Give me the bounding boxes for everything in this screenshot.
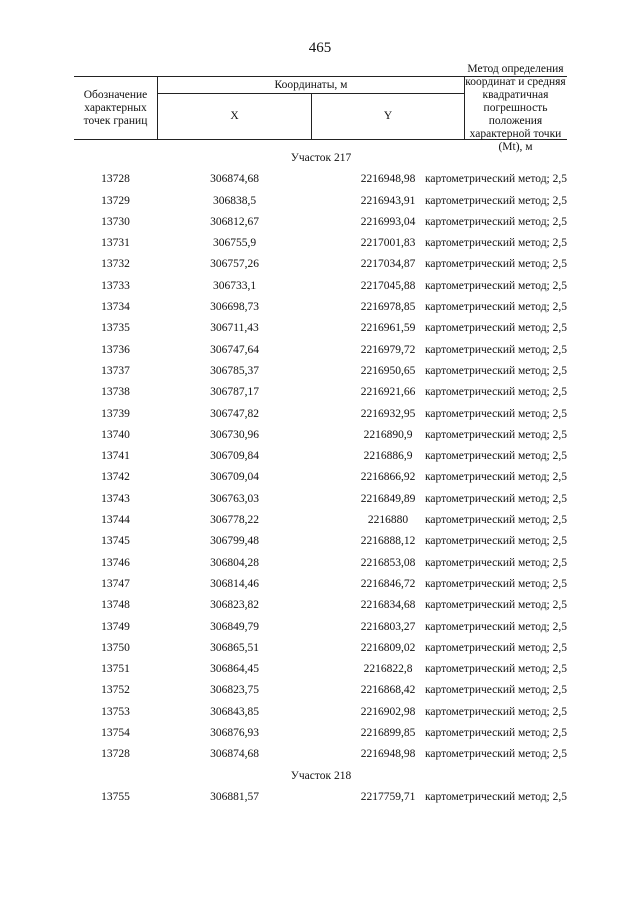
- table-row: [74, 425, 567, 446]
- point-id-cell: 13734: [101, 301, 130, 314]
- y-coordinate-cell: 2216803,27: [360, 620, 416, 633]
- point-id-cell: 13748: [101, 599, 130, 612]
- method-cell: картометрический метод; 2,5: [425, 684, 567, 697]
- point-id-cell: 13747: [101, 577, 130, 590]
- table-row: [74, 276, 567, 297]
- y-coordinate-cell: 2217001,83: [360, 237, 416, 250]
- point-id-cell: 13740: [101, 428, 130, 441]
- page-number: 465: [308, 40, 332, 56]
- y-coordinate-cell: 2216899,85: [360, 727, 416, 740]
- point-id-cell: 13744: [101, 514, 130, 527]
- table-row: [74, 254, 567, 275]
- header-method: Метод определения координат и средняя квадратичная погрешность положения характерной точки (Mt), м: [465, 62, 566, 153]
- method-cell: картометрический метод; 2,5: [425, 194, 567, 207]
- y-coordinate-cell: 2216961,59: [360, 322, 416, 335]
- point-id-cell: 13739: [101, 407, 130, 420]
- x-coordinate-cell: 306823,82: [210, 599, 259, 612]
- table-row: [74, 169, 567, 190]
- x-coordinate-cell: 306733,1: [212, 279, 257, 292]
- y-coordinate-cell: 2216834,68: [360, 599, 416, 612]
- point-id-cell: 13737: [101, 364, 130, 377]
- table-row: [74, 680, 567, 701]
- method-cell: картометрический метод; 2,5: [425, 428, 567, 441]
- table-row: [74, 404, 567, 425]
- table-row: [74, 659, 567, 680]
- x-coordinate-cell: 306864,45: [210, 663, 259, 676]
- method-cell: картометрический метод; 2,5: [425, 599, 567, 612]
- x-coordinate-cell: 306757,26: [210, 258, 259, 271]
- point-id-cell: 13745: [101, 535, 130, 548]
- x-coordinate-cell: 306865,51: [210, 641, 259, 654]
- x-coordinate-cell: 306814,46: [210, 577, 259, 590]
- x-coordinate-cell: 306698,73: [210, 301, 259, 314]
- table-row: [74, 510, 567, 531]
- table-row: [74, 553, 567, 574]
- x-coordinate-cell: 306730,96: [210, 428, 259, 441]
- method-cell: картометрический метод; 2,5: [425, 471, 567, 484]
- table-row: [74, 787, 567, 808]
- method-cell: картометрический метод; 2,5: [425, 322, 567, 335]
- x-coordinate-cell: 306711,43: [210, 322, 259, 335]
- header-coordinates: Координаты, м: [158, 77, 464, 94]
- x-coordinate-cell: 306747,82: [210, 407, 259, 420]
- method-cell: картометрический метод; 2,5: [425, 790, 567, 803]
- table-row: [74, 702, 567, 723]
- y-coordinate-cell: 2216948,98: [360, 173, 416, 186]
- x-coordinate-cell: 306799,48: [210, 535, 259, 548]
- y-coordinate-cell: 2216880: [367, 514, 409, 527]
- table-row: [74, 638, 567, 659]
- method-cell: картометрический метод; 2,5: [425, 492, 567, 505]
- point-id-cell: 13735: [101, 322, 130, 335]
- x-coordinate-cell: 306763,03: [210, 492, 259, 505]
- header-y: Y: [383, 110, 393, 122]
- x-coordinate-cell: 306804,28: [210, 556, 259, 569]
- method-cell: картометрический метод; 2,5: [425, 450, 567, 463]
- method-cell: картометрический метод; 2,5: [425, 258, 567, 271]
- table-row: [74, 723, 567, 744]
- y-coordinate-cell: 2216890,9: [363, 428, 413, 441]
- method-cell: картометрический метод; 2,5: [425, 514, 567, 527]
- y-coordinate-cell: 2216950,65: [360, 364, 416, 377]
- table-row: [74, 318, 567, 339]
- point-id-cell: 13749: [101, 620, 130, 633]
- point-id-cell: 13742: [101, 471, 130, 484]
- method-cell: картометрический метод; 2,5: [425, 407, 567, 420]
- x-coordinate-cell: 306843,85: [210, 705, 259, 718]
- table-row: [74, 617, 567, 638]
- table-body: [74, 148, 567, 808]
- method-cell: картометрический метод; 2,5: [425, 663, 567, 676]
- method-cell: картометрический метод; 2,5: [425, 577, 567, 590]
- point-id-cell: 13746: [101, 556, 130, 569]
- x-coordinate-cell: 306881,57: [210, 790, 259, 803]
- table-header: [74, 62, 567, 153]
- y-coordinate-cell: 2216978,85: [360, 301, 416, 314]
- x-coordinate-cell: 306838,5: [212, 194, 257, 207]
- method-cell: картометрический метод; 2,5: [425, 556, 567, 569]
- point-id-cell: 13754: [101, 727, 130, 740]
- x-coordinate-cell: 306812,67: [210, 215, 259, 228]
- method-cell: картометрический метод; 2,5: [425, 343, 567, 356]
- method-cell: картометрический метод; 2,5: [425, 748, 567, 761]
- y-coordinate-cell: 2216886,9: [363, 450, 413, 463]
- y-coordinate-cell: 2216822,8: [363, 663, 413, 676]
- y-coordinate-cell: 2216868,42: [360, 684, 416, 697]
- method-cell: картометрический метод; 2,5: [425, 279, 567, 292]
- point-id-cell: 13728: [101, 173, 130, 186]
- table-row: [74, 297, 567, 318]
- y-coordinate-cell: 2216888,12: [360, 535, 416, 548]
- y-coordinate-cell: 2216932,95: [360, 407, 416, 420]
- x-coordinate-cell: 306709,84: [210, 450, 259, 463]
- y-coordinate-cell: 2217759,71: [360, 790, 416, 803]
- table-row: [74, 574, 567, 595]
- table-row: [74, 467, 567, 488]
- x-coordinate-cell: 306778,22: [210, 514, 259, 527]
- y-coordinate-cell: 2216849,89: [360, 492, 416, 505]
- x-coordinate-cell: 306785,37: [210, 364, 259, 377]
- table-row: [74, 191, 567, 212]
- point-id-cell: 13741: [101, 450, 130, 463]
- y-coordinate-cell: 2217034,87: [360, 258, 416, 271]
- point-id-cell: 13752: [101, 684, 130, 697]
- point-id-cell: 13755: [101, 790, 130, 803]
- table-row: [74, 446, 567, 467]
- x-coordinate-cell: 306709,04: [210, 471, 259, 484]
- x-coordinate-cell: 306874,68: [210, 748, 259, 761]
- point-id-cell: 13731: [101, 237, 130, 250]
- x-coordinate-cell: 306876,93: [210, 727, 259, 740]
- x-coordinate-cell: 306787,17: [210, 386, 259, 399]
- method-cell: картометрический метод; 2,5: [425, 364, 567, 377]
- method-cell: картометрический метод; 2,5: [425, 641, 567, 654]
- method-cell: картометрический метод; 2,5: [425, 215, 567, 228]
- header-coordinates-group: [157, 77, 465, 139]
- table-row: [74, 233, 567, 254]
- point-id-cell: 13750: [101, 641, 130, 654]
- point-id-cell: 13728: [101, 748, 130, 761]
- section-title: Участок 218: [290, 769, 352, 782]
- header-designation: Обозначение характерных точек границ: [83, 88, 148, 127]
- point-id-cell: 13743: [101, 492, 130, 505]
- method-cell: картометрический метод; 2,5: [425, 705, 567, 718]
- y-coordinate-cell: 2216853,08: [360, 556, 416, 569]
- table-row: [74, 595, 567, 616]
- y-coordinate-cell: 2216943,91: [360, 194, 416, 207]
- point-id-cell: 13738: [101, 386, 130, 399]
- table-row: [74, 382, 567, 403]
- section-title: Участок 217: [290, 152, 352, 164]
- x-coordinate-cell: 306849,79: [210, 620, 259, 633]
- y-coordinate-cell: 2216866,92: [360, 471, 416, 484]
- point-id-cell: 13751: [101, 663, 130, 676]
- point-id-cell: 13733: [101, 279, 130, 292]
- method-cell: картометрический метод; 2,5: [425, 301, 567, 314]
- table-row: [74, 531, 567, 552]
- method-cell: картометрический метод; 2,5: [425, 386, 567, 399]
- y-coordinate-cell: 2216846,72: [360, 577, 416, 590]
- y-coordinate-cell: 2216993,04: [360, 215, 416, 228]
- table-row: [74, 744, 567, 765]
- x-coordinate-cell: 306874,68: [210, 173, 259, 186]
- x-coordinate-cell: 306747,64: [210, 343, 259, 356]
- method-cell: картометрический метод; 2,5: [425, 535, 567, 548]
- header-x: X: [158, 94, 312, 139]
- method-cell: картометрический метод; 2,5: [425, 173, 567, 186]
- point-id-cell: 13732: [101, 258, 130, 271]
- table-row: [74, 489, 567, 510]
- method-cell: картометрический метод; 2,5: [425, 620, 567, 633]
- y-coordinate-cell: 2216921,66: [360, 386, 416, 399]
- table-row: [74, 340, 567, 361]
- point-id-cell: 13729: [101, 194, 130, 207]
- y-coordinate-cell: 2217045,88: [360, 279, 416, 292]
- table-row: [74, 361, 567, 382]
- method-cell: картометрический метод; 2,5: [425, 727, 567, 740]
- y-coordinate-cell: 2216902,98: [360, 705, 416, 718]
- y-coordinate-cell: 2216948,98: [360, 748, 416, 761]
- x-coordinate-cell: 306823,75: [210, 684, 259, 697]
- x-coordinate-cell: 306755,9: [212, 237, 257, 250]
- method-cell: картометрический метод; 2,5: [425, 237, 567, 250]
- point-id-cell: 13730: [101, 215, 130, 228]
- y-coordinate-cell: 2216979,72: [360, 343, 416, 356]
- table-row: [74, 212, 567, 233]
- point-id-cell: 13736: [101, 343, 130, 356]
- y-coordinate-cell: 2216809,02: [360, 641, 416, 654]
- point-id-cell: 13753: [101, 705, 130, 718]
